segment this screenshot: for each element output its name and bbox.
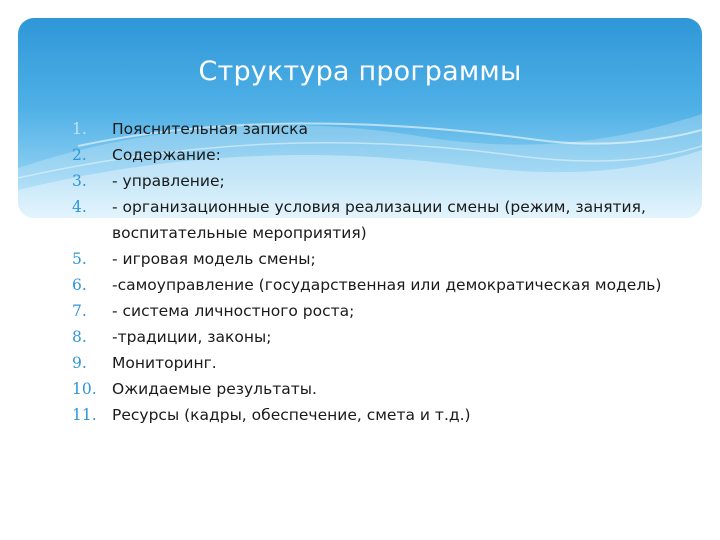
item-text: - управление;	[112, 172, 225, 190]
item-number: 9.	[72, 354, 87, 372]
list-item	[72, 246, 672, 272]
list-item	[72, 376, 672, 402]
item-number: 2.	[72, 146, 87, 164]
item-text: Мониторинг.	[112, 354, 217, 372]
list-item	[72, 298, 672, 324]
item-number: 10.	[72, 380, 97, 398]
list-item	[72, 194, 672, 246]
list-item	[72, 116, 672, 142]
list-item	[72, 168, 672, 194]
list-item	[72, 272, 672, 298]
item-text: -самоуправление (государственная или демократическая модель)	[112, 276, 662, 294]
slide-title: Структура программы	[198, 56, 522, 87]
list-item	[72, 350, 672, 376]
item-number: 8.	[72, 328, 87, 346]
item-number: 7.	[72, 302, 87, 320]
item-text: Ресурсы (кадры, обеспечение, смета и т.д.)	[112, 406, 471, 424]
item-text: Содержание:	[112, 146, 221, 164]
item-text: -традиции, законы;	[112, 328, 272, 346]
list-item	[72, 142, 672, 168]
item-text: - система личностного роста;	[112, 302, 355, 320]
item-text: - организационные условия реализации смены (режим, занятия, воспитательные мероприятия)	[112, 198, 646, 242]
item-number: 11.	[72, 406, 97, 424]
list-item	[72, 324, 672, 350]
item-text: Пояснительная записка	[112, 120, 309, 138]
structure-list	[72, 116, 672, 428]
item-number: 5.	[72, 250, 87, 268]
item-text: Ожидаемые результаты.	[112, 380, 317, 398]
item-number: 6.	[72, 276, 87, 294]
item-number: 3.	[72, 172, 87, 190]
list-item	[72, 402, 672, 428]
item-number: 4.	[72, 198, 87, 216]
item-number: 1.	[72, 120, 87, 138]
item-text: - игровая модель смены;	[112, 250, 316, 268]
